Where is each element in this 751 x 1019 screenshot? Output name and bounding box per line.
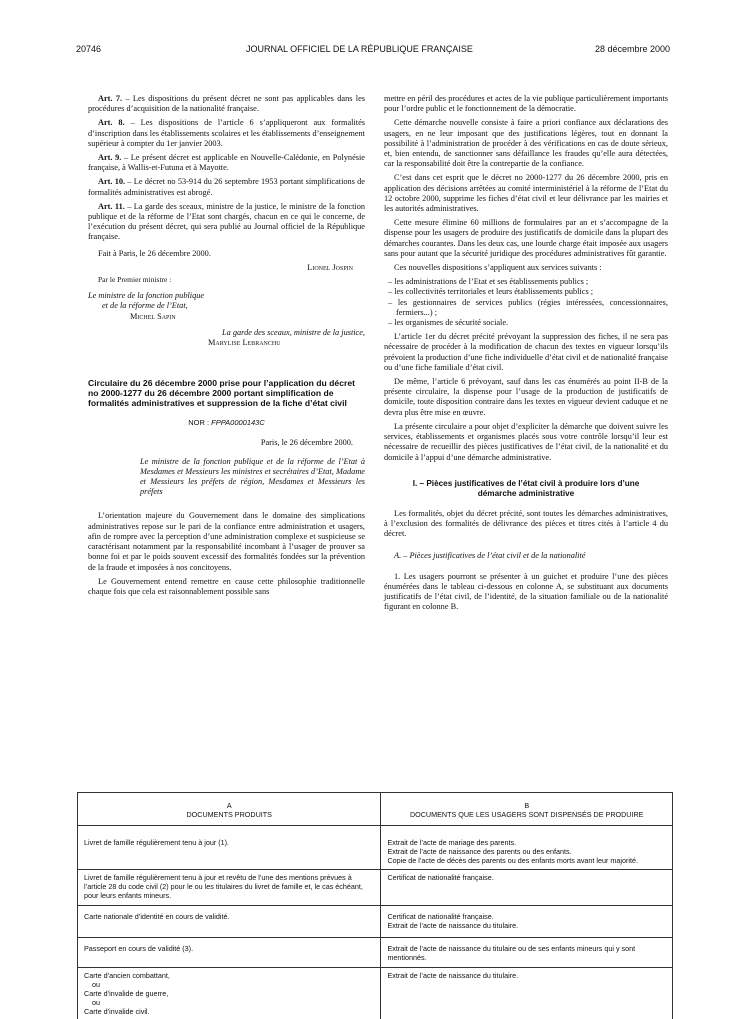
minister-justice-title: La garde des sceaux, ministre de la justice,: [88, 328, 365, 338]
cell-b: Certificat de nationalité française.: [387, 912, 666, 921]
subsection-title: A. – Pièces justificatives de l’état civil et de la nationalité: [384, 551, 668, 561]
minister-justice-signature: Marylise Lebranchu: [88, 338, 365, 348]
cell-b: Certificat de nationalité française.: [387, 873, 666, 882]
table-row: [78, 870, 673, 906]
paragraph-9: Les formalités, objet du décret précité, sont toutes les démarches administratives, à l’exclusion des formalités de délivrance des pièces et titres cités à l’article 4 du décret.: [384, 509, 668, 540]
section-title: I. – Pièces justificatives de l’état civil à produire lors d’une démarche administrative: [394, 479, 658, 499]
column-b-header: B DOCUMENTS QUE LES USAGERS SONT DISPENSÉS DE PRODUIRE: [381, 793, 673, 826]
article-10: Art. 10. – Le décret no 53-914 du 26 septembre 1953 portant simplifications de formalités administratives est abrogé.: [88, 177, 365, 197]
article-7: Art. 7. – Les dispositions du présent décret ne sont pas applicables dans les procédures d’acquisition de la nationalité française.: [88, 94, 365, 114]
table-row: [78, 906, 673, 938]
list-item: – les organismes de sécurité sociale.: [384, 318, 668, 328]
cell-a: Carte d’invalide de guerre,: [84, 989, 374, 998]
paragraph-6: L’article 1er du décret précité prévoyant la suppression des fiches, il ne sera pas nécessaire de procéder à la modification de chacun des textes en vigueur lorsqu’ils prévoient la production d’une fiche individuelle d’état civil et de nationalité française ou d’une fiche familiale d’état civil.: [384, 332, 668, 373]
circular-title: Circulaire du 26 décembre 2000 prise pour l’application du décret no 2000-1277 du 26 décembre 2000 portant simplification de formalités administratives et suppression de la fiche d’état civil: [88, 378, 365, 408]
cell-b: Copie de l’acte de décès des parents ou des enfants morts avant leur majorité.: [387, 856, 666, 865]
minister-fp-title-1: Le ministre de la fonction publique: [88, 291, 365, 301]
minister-fp-title-2: et de la réforme de l’Etat,: [88, 301, 365, 311]
cell-a: ou: [84, 980, 374, 989]
journal-title: JOURNAL OFFICIEL DE LA RÉPUBLIQUE FRANÇAISE: [246, 44, 473, 54]
intro-paragraph-1: L’orientation majeure du Gouvernement dans le domaine des simplications administratives repose sur le pari de la confiance entre administration et usagers, afin de rompre avec la perception d’une administration complexe et suspicieuse se caractérisant notamment par la responsabilité incombant à l’usager de prouver sa bonne foi et par le poids souvent excessif des formalités fondées sur la prévention de la fraude et imposées à nos concitoyens.: [88, 511, 365, 572]
paragraph-1: mettre en péril des procédures et actes de la vie publique particulièrement importants pour l’ordre public et le fonctionnement de la démocratie.: [384, 94, 668, 114]
list-item: – les collectivités territoriales et leurs établissements publics ;: [384, 287, 668, 297]
article-8: Art. 8. – Les dispositions de l’article 6 s’appliqueront aux formalités d’inscription dans les établissements scolaires et les établissements d’enseignement supérieur à compter du 1er janvier 2003.: [88, 118, 365, 149]
column-a-header: A DOCUMENTS PRODUITS: [78, 793, 381, 826]
cell-b: Extrait de l’acte de naissance des parents ou des enfants.: [387, 847, 666, 856]
paragraph-2: Cette démarche nouvelle consiste à faire a priori confiance aux déclarations des usagers, en ne leur imposant que des justifications légères, tout en donnant la possibilité à l’administration de procéder à des vérifications en cas de doute sérieux, et, bien entendu, de sanctionner sans défaillance les fraudes qu’elle aura détectées, car la responsabilité doit être la contrepartie de la confiance.: [384, 118, 668, 169]
paragraph-4: Cette mesure élimine 60 millions de formulaires par an et s’accompagne de la dispense pour les usagers de produire des justificatifs de domicile dans la plupart des démarches courantes. Dans les deux cas, une lourde charge était imposée aux usagers sans pour autant que la sécurité juridique des procédures administratives fût garantie.: [384, 218, 668, 259]
cell-b: Extrait de l’acte de mariage des parents.: [387, 838, 666, 847]
article-9: Art. 9. – Le présent décret est applicable en Nouvelle-Calédonie, en Polynésie française, à Wallis-et-Futuna et à Mayotte.: [88, 153, 365, 173]
cell-b: Extrait de l’acte de naissance du titulaire.: [387, 921, 666, 930]
table-row: [78, 938, 673, 968]
cell-b: Extrait de l’acte de naissance du titulaire.: [387, 971, 666, 980]
documents-table: [77, 792, 673, 1019]
pm-signature: Lionel Jospin: [88, 263, 365, 273]
done-at: Fait à Paris, le 26 décembre 2000.: [88, 249, 365, 259]
cell-a: Livret de famille régulièrement tenu à jour et revêtu de l’une des mentions prévues à l’article 28 du code civil (2) pour le ou les titulaires du livret de famille et, le cas échéant, pour leurs enfants mineurs.: [84, 873, 374, 900]
cell-a: ou: [84, 998, 374, 1007]
paragraph-8: La présente circulaire a pour objet d’expliciter la démarche que doivent suivre les services, établissements et organismes placés sous votre contrôle lorsqu’il leur est nécessaire de recueillir des pièces justificatives de l’état civil, de la nationalité et du domicile à l’appui d’une démarche administrative.: [384, 422, 668, 463]
header-date: 28 décembre 2000: [595, 44, 670, 54]
paragraph-5: Ces nouvelles dispositions s’appliquent aux services suivants :: [384, 263, 668, 273]
circular-place-date: Paris, le 26 décembre 2000.: [88, 438, 365, 448]
cell-a: Carte d’ancien combattant,: [84, 971, 374, 980]
paragraph-7: De même, l’article 6 prévoyant, sauf dans les cas énumérés au point II-B de la présente circulaire, la dispense pour l’usage de la production de justificatifs de domicile, toute disposition contraire dans les textes en vigueur devient caduque et ne devra plus être mise en œuvre.: [384, 377, 668, 418]
table-header-row: [78, 793, 673, 826]
left-column: [88, 94, 365, 601]
cell-a: Carte d’invalide civil.: [84, 1007, 374, 1016]
cell-a: Livret de famille régulièrement tenu à jour (1).: [84, 838, 374, 847]
nor-reference: NOR : FPPA0000143C: [88, 418, 365, 428]
intro-paragraph-2: Le Gouvernement entend remettre en cause cette philosophie traditionnelle chaque fois que cela est raisonnablement possible sans: [88, 577, 365, 597]
table-row: [78, 826, 673, 870]
paragraph-10: 1. Les usagers pourront se présenter à un guichet et produire l’une des pièces énumérées dans le tableau ci-dessous en colonne A, se substituant aux documents justificatifs de l’état civil, de l’identité, de la situation familiale ou de la nationalité figurant en colonne B.: [384, 572, 668, 613]
cell-a: Passeport en cours de validité (3).: [84, 944, 374, 953]
cell-b: Extrait de l’acte de naissance du titulaire ou de ses enfants mineurs qui y sont mentionnés.: [387, 944, 666, 962]
minister-fp-signature: Michel Sapin: [88, 312, 365, 322]
table-row: [78, 968, 673, 1019]
list-item: – les administrations de l’Etat et ses établissements publics ;: [384, 277, 668, 287]
page-header: [76, 44, 670, 58]
article-11: Art. 11. – La garde des sceaux, ministre de la justice, le ministre de la fonction publique et de la réforme de l’Etat sont chargés, chacun en ce qui le concerne, de l’exécution du présent décret, qui sera publié au Journal officiel de la République française.: [88, 202, 365, 243]
right-column: [384, 94, 668, 616]
page-number: 20746: [76, 44, 101, 54]
list-item: – les gestionnaires de services publics (régies intéressées, concessionnaires, fermiers...) ;: [384, 298, 668, 318]
services-list: [384, 277, 668, 328]
circular-addressee: Le ministre de la fonction publique et de la réforme de l’Etat à Mesdames et Messieurs les ministres et secrétaires d’Etat, Madame et Messieurs les préfets de région, Mesdames et Messieurs les préfets: [88, 457, 365, 498]
cell-a: Carte nationale d’identité en cours de validité.: [84, 912, 374, 921]
paragraph-3: C’est dans cet esprit que le décret no 2000-1277 du 26 décembre 2000, pris en application des décisions arrêtées au comité interministériel à la réforme de l’Etat du 12 octobre 2000, supprime les fiches d’état civil et leur délivrance par les mairies et les autorités administratives.: [384, 173, 668, 214]
pm-intro: Par le Premier ministre :: [88, 275, 365, 285]
